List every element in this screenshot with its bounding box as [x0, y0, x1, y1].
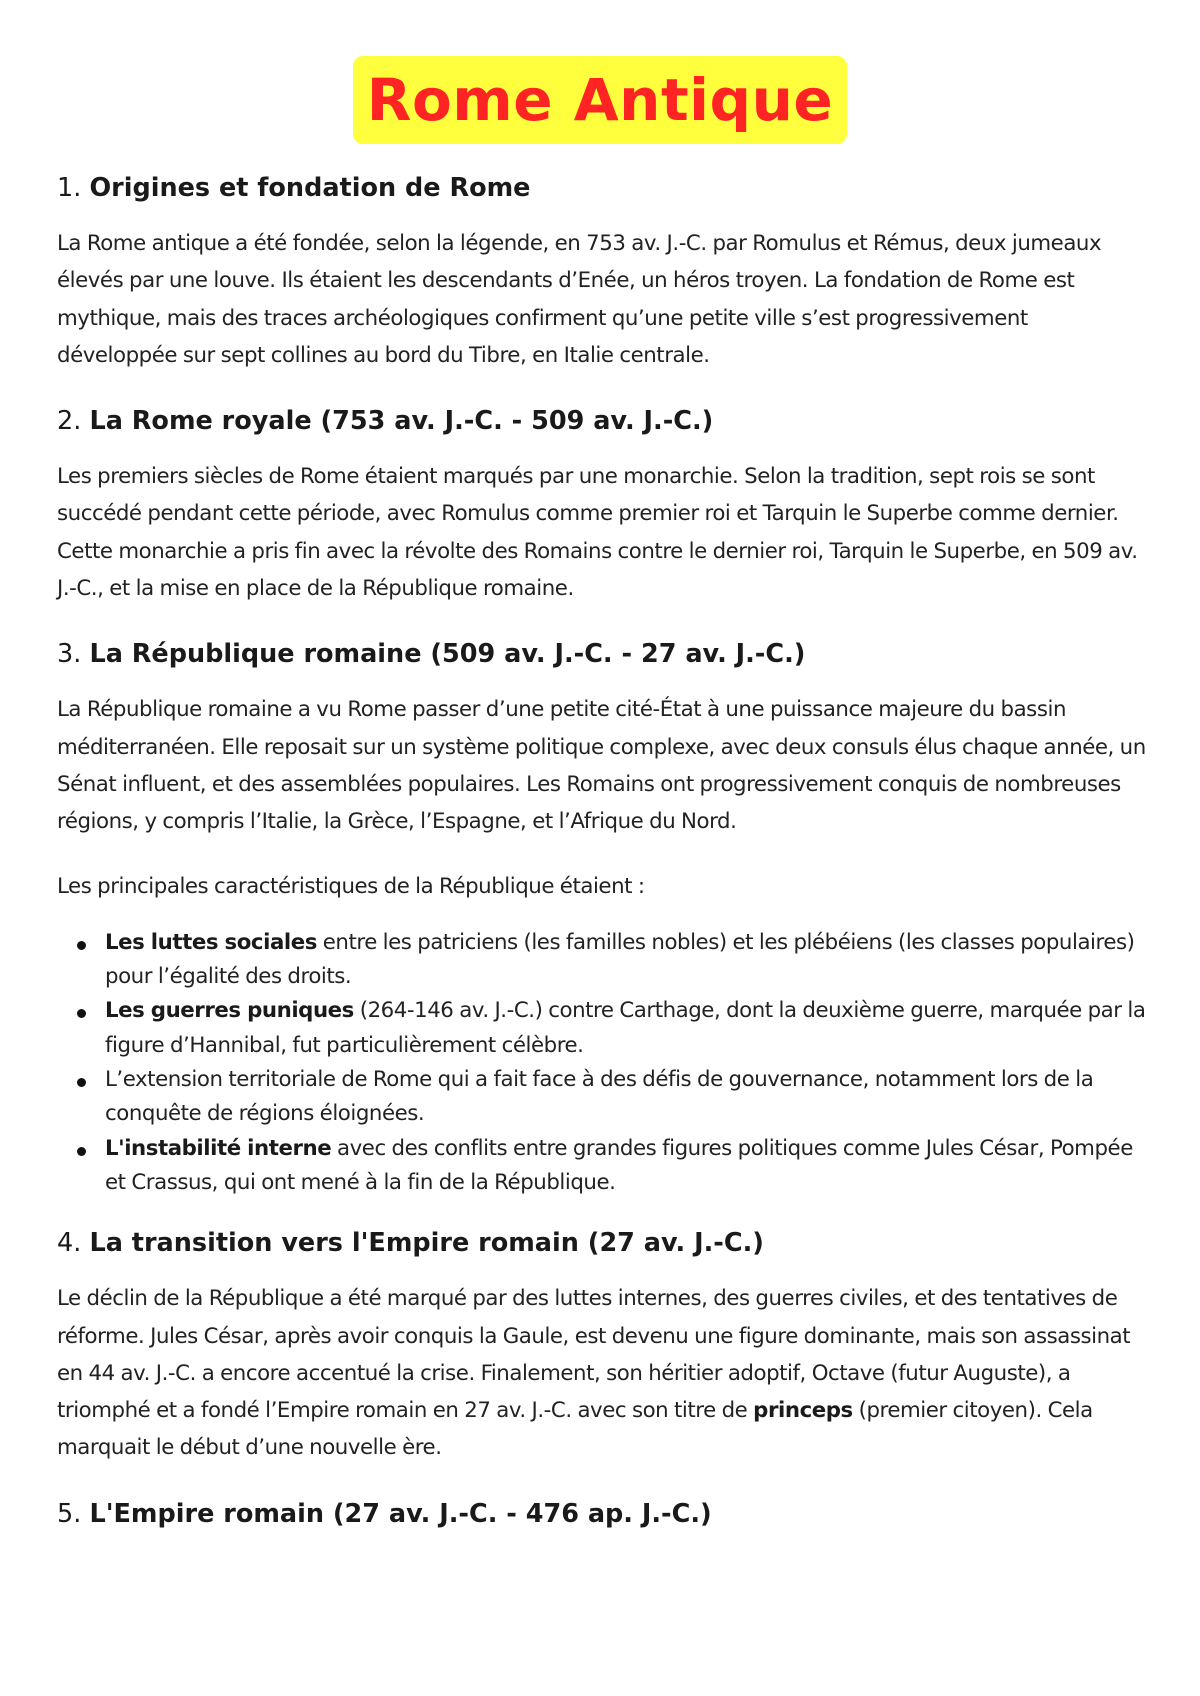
list-item [57, 1132, 1149, 1201]
list-item [57, 1063, 1149, 1132]
section-paragraph-transition [57, 1280, 1149, 1466]
list-item-text: avec des conflits entre grandes figures politiques comme Jules César, Pompée et Crassus, qui ont mené à la fin de la République. [105, 1135, 1133, 1195]
title-container [0, 56, 1200, 144]
paragraph-text: (premier citoyen). Cela marquait le début d’une nouvelle ère. [57, 1398, 1093, 1461]
section-title: La Rome royale (753 av. J.-C. - 509 av. J.-C.) [89, 406, 714, 437]
section-title: L'Empire romain (27 av. J.-C. - 476 ap. J.-C.) [89, 1498, 712, 1529]
section-paragraph-republique: La République romaine a vu Rome passer d’une petite cité-État à une puissance majeure du bassin méditerranéen. Elle reposait sur un système politique complexe, avec deux consuls élus chaque année, un Sénat influent, et des assemblées populaires. Les Romains ont progressivement conquis de nombreuses régions, y compris l’Italie, la Grèce, l’Espagne, et l’Afrique du Nord. [57, 697, 1146, 835]
section-heading-rome-royale [57, 401, 1149, 441]
section-number: 2. [57, 406, 82, 437]
section-number: 4. [57, 1228, 82, 1259]
paragraph-bold-term: princeps [753, 1398, 853, 1424]
list-item-text: entre les patriciens (les familles nobles) et les plébéiens (les classes populaires) pour l’égalité des droits. [105, 929, 1135, 990]
section-number: 1. [57, 173, 82, 203]
list-item-text: L’extension territoriale de Rome qui a fait face à des défis de gouvernance, notamment lors de la conquête de régions éloignées. [105, 1067, 1094, 1127]
section-heading-transition [57, 1223, 1149, 1263]
document-body [57, 168, 1149, 1551]
document-title: Rome Antique [353, 56, 847, 144]
section-title: La République romaine (509 av. J.-C. - 27 av. J.-C.) [89, 639, 806, 670]
section-number: 3. [57, 639, 82, 670]
paragraph-text: Le déclin de la République a été marqué par des luttes internes, des guerres civiles, et des tentatives de réforme. Jules César, après avoir conquis la Gaule, est devenu une figure dominante, mais son assassinat en 44 av. J.-C. a encore accentué la crise. Finalement, son héritier adoptif, Octave (futur Auguste), a triomphé et a fondé l’Empire romain en 27 av. J.-C. avec son titre de [57, 1286, 1131, 1424]
list-item [57, 926, 1149, 995]
section-number: 5. [57, 1498, 82, 1529]
bullet-icon [77, 1009, 86, 1018]
list-item-bold: Les guerres puniques [105, 998, 354, 1024]
section-heading-empire [57, 1494, 1149, 1534]
section-title: La transition vers l'Empire romain (27 av. J.-C.) [89, 1228, 764, 1259]
bullet-icon [77, 941, 86, 950]
list-item-bold: L'instabilité interne [105, 1135, 332, 1161]
characteristics-list [57, 926, 1149, 1200]
list-item-bold: Les luttes sociales [105, 929, 317, 955]
section-paragraph-rome-royale: Les premiers siècles de Rome étaient marqués par une monarchie. Selon la tradition, sept rois se sont succédé pendant cette période, avec Romulus comme premier roi et Tarquin le Superbe comme dernier. Cette monarchie a pris fin avec la révolte des Romains contre le dernier roi, Tarquin le Superbe, en 509 av. J.-C., et la mise en place de la République romaine. [57, 464, 1138, 602]
section-heading-origines [57, 168, 1149, 208]
section-paragraph-origines: La Rome antique a été fondée, selon la légende, en 753 av. J.-C. par Romulus et Rémus, deux jumeaux élevés par une louve. Ils étaient les descendants d’Enée, un héros troyen. La fondation de Rome est mythique, mais des traces archéologiques confirment qu’une petite ville s’est progressivement développée sur sept collines au bord du Tibre, en Italie centrale. [57, 231, 1102, 368]
bullet-icon [77, 1078, 86, 1087]
section-title: Origines et fondation de Rome [89, 173, 531, 203]
section-heading-republique [57, 634, 1149, 674]
list-item-text: (264-146 av. J.-C.) contre Carthage, dont la deuxième guerre, marquée par la figure d’Hannibal, fut particulièrement célèbre. [105, 998, 1146, 1058]
bullet-icon [77, 1147, 86, 1156]
list-intro: Les principales caractéristiques de la République étaient : [57, 873, 645, 899]
list-item [57, 994, 1149, 1063]
